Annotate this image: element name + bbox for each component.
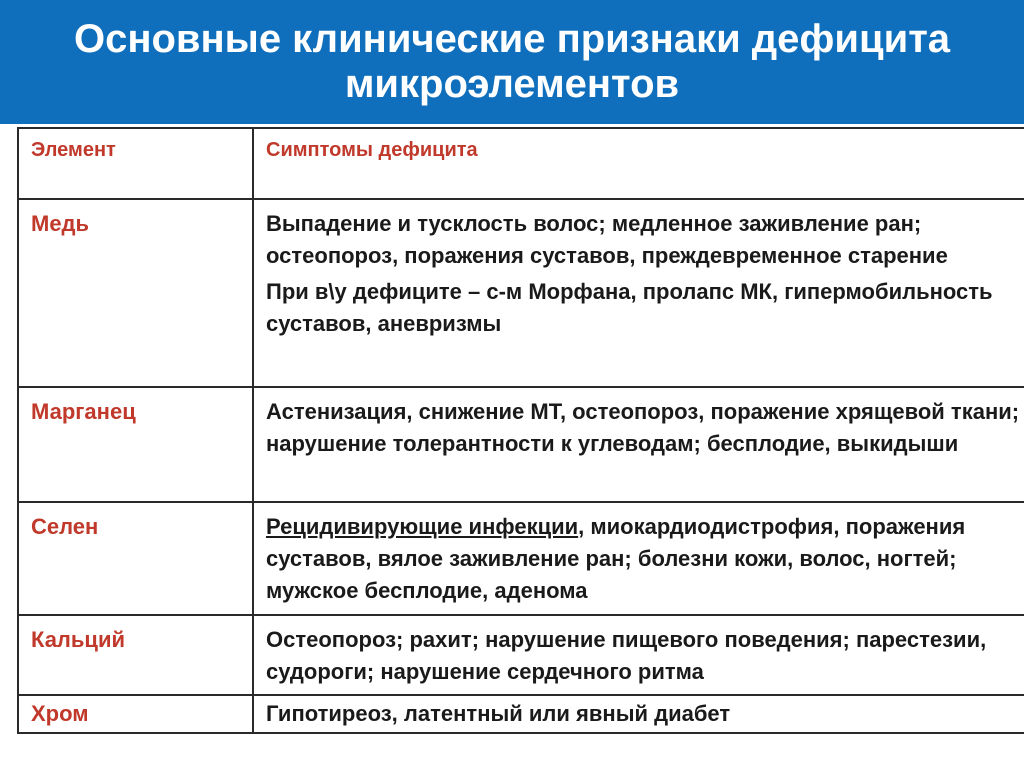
symptoms-cell	[253, 387, 1024, 502]
symptoms-cell	[253, 502, 1024, 615]
table-row	[18, 387, 1024, 502]
element-cell: Хром	[18, 695, 253, 733]
element-cell: Медь	[18, 199, 253, 387]
deficit-table	[17, 127, 1024, 734]
slide-title-bar	[0, 0, 1024, 124]
element-cell: Марганец	[18, 387, 253, 502]
symptoms-cell	[253, 695, 1024, 733]
slide-title-line-2: микроэлементов	[344, 62, 680, 106]
symptoms-cell	[253, 615, 1024, 695]
table-row	[18, 502, 1024, 615]
element-cell: Селен	[18, 502, 253, 615]
symptoms-text: , миокардиодистрофия, поражения суставов, вялое заживление ран; болезни кожи, волос, ногтей; мужское бесплодие, аденома	[266, 514, 966, 603]
symptoms-text: Гипотиреоз, латентный или явный диабет	[266, 701, 731, 726]
symptoms-underlined-text: Рецидивирующие инфекции	[266, 514, 579, 539]
header-element: Элемент	[18, 128, 253, 199]
table-header-row	[18, 128, 1024, 199]
symptoms-cell	[253, 199, 1024, 387]
symptoms-extra-text: При в\у дефиците – с-м Морфана, пролапс МК, гипермобильность суставов, аневризмы	[266, 279, 993, 336]
symptoms-text: Остеопороз; рахит; нарушение пищевого поведения; парестезии, судороги; нарушение сердечного ритма	[266, 627, 987, 684]
element-cell: Кальций	[18, 615, 253, 695]
table-row	[18, 199, 1024, 387]
slide-title-line-1: Основные клинические признаки дефицита	[73, 17, 951, 61]
header-symptoms: Симптомы дефицита	[253, 128, 1024, 199]
symptoms-text: Астенизация, снижение МТ, остеопороз, поражение хрящевой ткани; нарушение толерантности к углеводам; бесплодие, выкидыши	[266, 399, 1020, 456]
table-row	[18, 615, 1024, 695]
table-row	[18, 695, 1024, 733]
symptoms-text: Выпадение и тусклость волос; медленное заживление ран; остеопороз, поражения суставов, преждевременное старение	[266, 211, 948, 268]
